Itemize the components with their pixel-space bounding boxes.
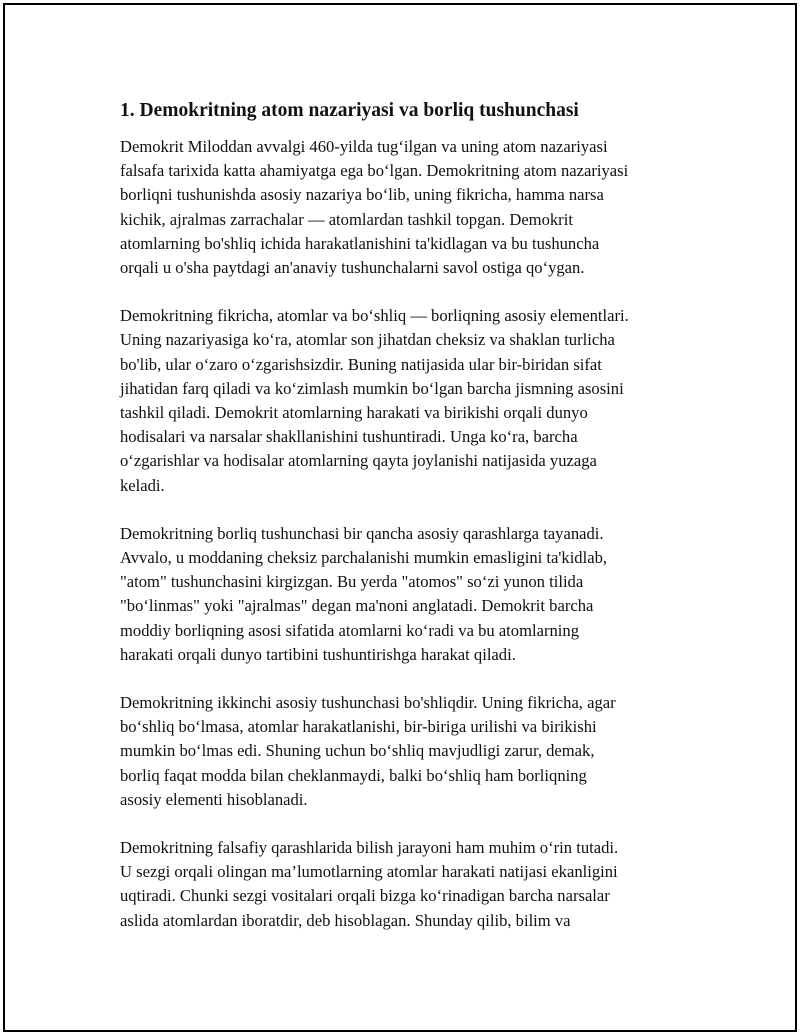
text-line: Demokritning ikkinchi asosiy tushunchasi bo'shliqdir. Uning fikricha, agar (120, 693, 616, 713)
text-line: Avvalo, u moddaning cheksiz parchalanishi mumkin emasligini ta'kidlab, (120, 548, 608, 568)
text-line: U sezgi orqali olingan ma’lumotlarning atomlar harakati natijasi ekanligini (120, 862, 618, 882)
text-line: Demokritning falsafiy qarashlarida bilish jarayoni ham muhim o‘rin tutadi. (120, 838, 619, 858)
text-line: mumkin bo‘lmas edi. Shuning uchun bo‘shliq mavjudligi zarur, demak, (120, 741, 595, 761)
text-line: keladi. (120, 475, 165, 495)
text-line: "atom" tushunchasini kirgizgan. Bu yerda "atomos" so‘zi yunon tilida (120, 572, 584, 592)
text-line: jihatidan farq qiladi va ko‘zimlash mumkin bo‘lgan barcha jismning asosini (120, 378, 624, 398)
paragraph-2 (120, 304, 695, 498)
text-line: Uning nazariyasiga ko‘ra, atomlar son jihatdan cheksiz va shaklan turlicha (120, 330, 615, 350)
text-line: moddiy borliqning asosi sifatida atomlarni ko‘radi va bu atomlarning (120, 620, 580, 640)
text-line: uqtiradi. Chunki sezgi vositalari orqali bizga ko‘rinadigan barcha narsalar (120, 886, 610, 906)
text-line: harakati orqali dunyo tartibini tushuntirishga harakat qiladi. (120, 644, 516, 664)
text-line: falsafa tarixida katta ahamiyatga ega bo‘lgan. Demokritning atom nazariyasi (120, 161, 629, 181)
text-line: Demokritning fikricha, atomlar va bo‘shliq — borliqning asosiy elementlari. (120, 306, 629, 326)
text-line: borliqni tushunishda asosiy nazariya bo‘lib, uning fikricha, hamma narsa (120, 185, 604, 205)
text-line: asosiy elementi hisoblanadi. (120, 789, 308, 809)
document-body (120, 98, 695, 957)
text-line: orqali u o'sha paytdagi an'anaviy tushunchalarni savol ostiga qo‘ygan. (120, 258, 585, 278)
document-page (3, 3, 797, 1032)
paragraph-4 (120, 691, 695, 812)
text-line: kichik, ajralmas zarrachalar — atomlardan tashkil topgan. Demokrit (120, 209, 573, 229)
text-line: Demokritning borliq tushunchasi bir qancha asosiy qarashlarga tayanadi. (120, 523, 604, 543)
section-heading: 1. Demokritning atom nazariyasi va borliq tushunchasi (120, 100, 579, 121)
text-line: "bo‘linmas" yoki "ajralmas" degan ma'noni anglatadi. Demokrit barcha (120, 596, 594, 616)
paragraph-3 (120, 522, 695, 667)
text-line: atomlarning bo'shliq ichida harakatlanishini ta'kidlagan va bu tushuncha (120, 233, 600, 253)
paragraph-5 (120, 836, 695, 933)
text-line: hodisalari va narsalar shakllanishini tushuntiradi. Unga ko‘ra, barcha (120, 427, 578, 447)
paragraph-1 (120, 135, 695, 280)
text-line: aslida atomlardan iboratdir, deb hisoblagan. Shunday qilib, bilim va (120, 910, 571, 930)
text-line: tashkil qiladi. Demokrit atomlarning harakati va birikishi orqali dunyo (120, 403, 588, 423)
text-line: bo'lib, ular o‘zaro o‘zgarishsizdir. Buning natijasida ular bir-biridan sifat (120, 354, 602, 374)
text-line: borliq faqat modda bilan cheklanmaydi, balki bo‘shliq ham borliqning (120, 765, 587, 785)
text-line: o‘zgarishlar va hodisalar atomlarning qayta joylanishi natijasida yuzaga (120, 451, 597, 471)
text-line: Demokrit Miloddan avvalgi 460-yilda tug‘ilgan va uning atom nazariyasi (120, 137, 608, 156)
text-line: bo‘shliq bo‘lmasa, atomlar harakatlanishi, bir-biriga urilishi va birikishi (120, 717, 597, 737)
